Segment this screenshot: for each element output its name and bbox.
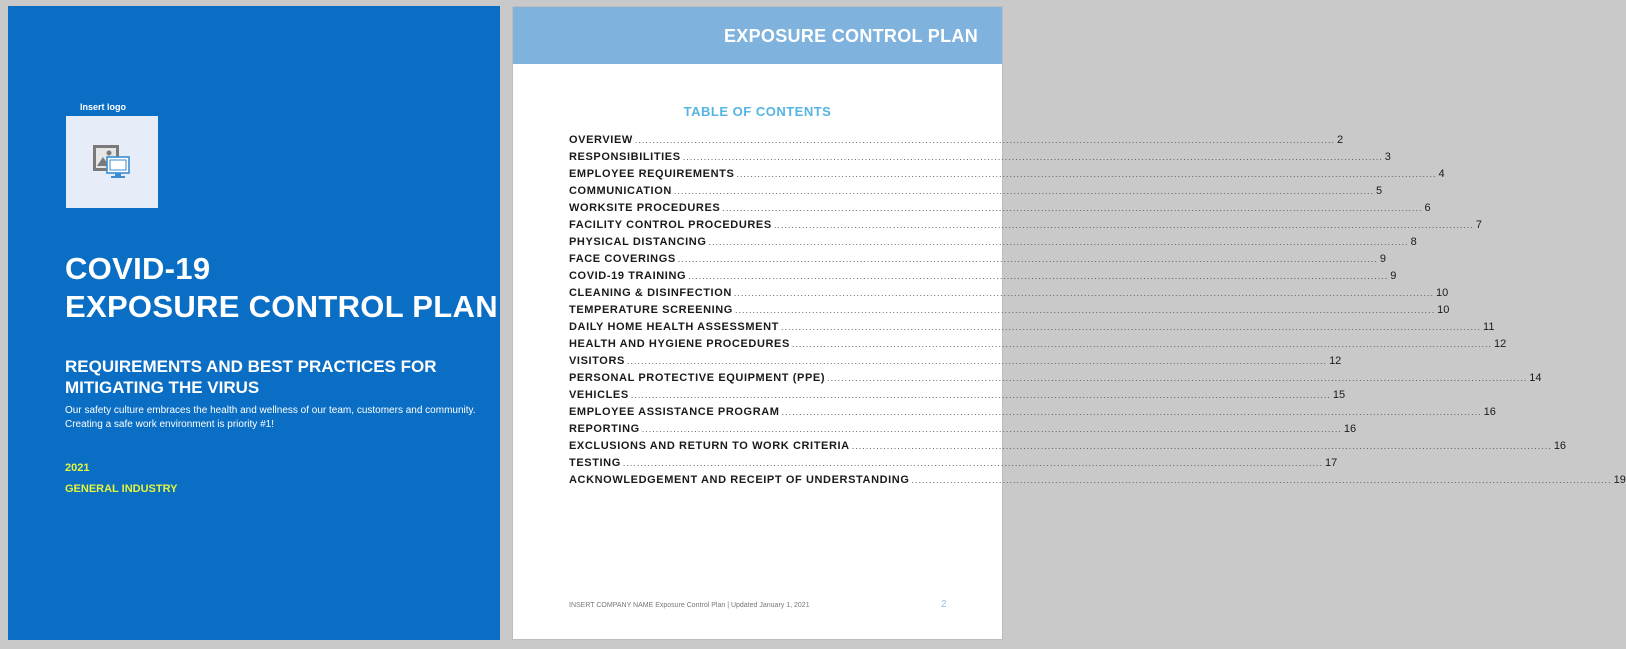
footer-text: INSERT COMPANY NAME Exposure Control Plan | Updated January 1, 2021 (569, 602, 810, 609)
toc-entry[interactable] (569, 287, 1449, 304)
toc-entry-leader: ........................................................................................................................................................................................................ (630, 390, 1331, 400)
toc-list (569, 134, 1626, 491)
toc-entry-page: 4 (1438, 168, 1445, 180)
toc-entry[interactable] (569, 457, 1338, 474)
toc-entry[interactable] (569, 338, 1507, 355)
toc-entry-label: OVERVIEW (569, 134, 633, 146)
toc-entry-leader: ........................................................................................................................................................................................................ (688, 271, 1389, 281)
toc-entry-label: EMPLOYEE REQUIREMENTS (569, 168, 735, 180)
toc-entry-label: ACKNOWLEDGEMENT AND RECEIPT OF UNDERSTANDING (569, 474, 910, 486)
toc-entry-page: 8 (1410, 236, 1417, 248)
toc-entry-leader: ........................................................................................................................................................................................................ (682, 152, 1383, 162)
toc-entry-leader: ........................................................................................................................................................................................................ (677, 254, 1378, 264)
toc-entry-leader: ........................................................................................................................................................................................................ (911, 475, 1612, 485)
footer-page-number: 2 (941, 599, 947, 610)
toc-entry-leader: ........................................................................................................................................................................................................ (626, 356, 1328, 366)
toc-entry-page: 12 (1329, 355, 1342, 367)
toc-entry[interactable] (569, 202, 1431, 219)
toc-entry-page: 10 (1436, 287, 1449, 299)
cover-year: 2021 (65, 462, 90, 474)
cover-title-line2: EXPOSURE CONTROL PLAN (65, 289, 498, 324)
toc-entry-page: 7 (1475, 219, 1483, 231)
cover-description-line2: Creating a safe work environment is priority #1! (65, 419, 274, 430)
toc-entry-label: COVID-19 TRAINING (569, 270, 687, 282)
toc-entry-leader: ........................................................................................................................................................................................................ (736, 169, 1437, 179)
toc-entry-leader: ........................................................................................................................................................................................................ (827, 373, 1528, 383)
toc-entry-page: 11 (1483, 321, 1495, 333)
toc-entry-label: WORKSITE PROCEDURES (569, 202, 721, 214)
toc-entry[interactable] (569, 253, 1387, 270)
toc-entry-leader: ........................................................................................................................................................................................................ (780, 322, 1482, 332)
header-title: EXPOSURE CONTROL PLAN (724, 26, 978, 46)
toc-entry-page: 6 (1424, 202, 1431, 214)
toc-entry[interactable] (569, 134, 1344, 151)
toc-page (512, 6, 1626, 640)
toc-entry-page: 17 (1324, 457, 1338, 469)
toc-entry-label: PERSONAL PROTECTIVE EQUIPMENT (PPE) (569, 372, 826, 384)
toc-entry-page: 16 (1483, 406, 1496, 418)
toc-entry-page: 12 (1494, 338, 1507, 350)
toc-entry-page: 19 (1613, 474, 1626, 486)
toc-entry-page: 16 (1343, 423, 1357, 435)
image-placeholder-icon (92, 142, 132, 182)
cover-title-line1: COVID-19 (65, 251, 211, 286)
toc-entry-leader: ........................................................................................................................................................................................................ (781, 407, 1482, 417)
toc-entry[interactable] (569, 151, 1391, 168)
logo-label: Insert logo (80, 102, 127, 112)
toc-entry-leader: ........................................................................................................................................................................................................ (851, 441, 1552, 451)
toc-entry-label: CLEANING & DISINFECTION (569, 287, 732, 299)
toc-entry-label: FACE COVERINGS (569, 253, 676, 265)
toc-entry-leader: ........................................................................................................................................................................................................ (773, 220, 1474, 230)
toc-entry-page: 2 (1337, 134, 1344, 146)
cover-title (65, 250, 498, 326)
toc-entry-label: TEMPERATURE SCREENING (569, 304, 733, 316)
toc-entry-page: 9 (1379, 253, 1387, 265)
toc-entry-label: EMPLOYEE ASSISTANCE PROGRAM (569, 406, 780, 418)
toc-entry[interactable] (569, 423, 1357, 440)
toc-entry[interactable] (569, 389, 1346, 406)
toc-entry[interactable] (569, 440, 1567, 457)
toc-entry[interactable] (569, 321, 1495, 338)
cover-subtitle-line2: MITIGATING THE VIRUS (65, 378, 260, 397)
cover-description (65, 404, 485, 432)
toc-entry-label: REPORTING (569, 423, 640, 435)
toc-entry-label: COMMUNICATION (569, 185, 672, 197)
toc-entry[interactable] (569, 304, 1450, 321)
cover-subtitle (65, 356, 465, 398)
toc-entry-leader: ........................................................................................................................................................................................................ (734, 305, 1436, 315)
toc-entry-leader: ........................................................................................................................................................................................................ (634, 135, 1335, 145)
toc-entry-label: VEHICLES (569, 389, 629, 401)
cover-description-line1: Our safety culture embraces the health and wellness of our team, customers and community. (65, 405, 476, 416)
cover-page (8, 6, 500, 640)
header-band (513, 7, 1002, 64)
toc-entry-page: 3 (1384, 151, 1391, 163)
cover-subtitle-line1: REQUIREMENTS AND BEST PRACTICES FOR (65, 357, 437, 376)
toc-entry-label: TESTING (569, 457, 621, 469)
toc-entry-page: 15 (1332, 389, 1346, 401)
toc-entry[interactable] (569, 219, 1483, 236)
toc-entry-label: DAILY HOME HEALTH ASSESSMENT (569, 321, 779, 333)
toc-entry[interactable] (569, 372, 1542, 389)
toc-entry-leader: ........................................................................................................................................................................................................ (722, 203, 1423, 213)
toc-entry-page: 10 (1437, 304, 1450, 316)
cover-industry: GENERAL INDUSTRY (65, 483, 178, 495)
toc-entry[interactable] (569, 168, 1445, 185)
toc-entry[interactable] (569, 236, 1417, 253)
toc-entry-leader: ........................................................................................................................................................................................................ (641, 424, 1342, 434)
toc-entry-label: RESPONSIBILITIES (569, 151, 681, 163)
toc-entry-label: HEALTH AND HYGIENE PROCEDURES (569, 338, 790, 350)
toc-entry[interactable] (569, 474, 1626, 491)
toc-entry-leader: ........................................................................................................................................................................................................ (791, 339, 1493, 349)
toc-heading: TABLE OF CONTENTS (683, 104, 832, 119)
toc-entry-page: 16 (1553, 440, 1567, 452)
toc-entry-page: 9 (1390, 270, 1397, 282)
toc-entry-leader: ........................................................................................................................................................................................................ (673, 186, 1375, 196)
toc-entry[interactable] (569, 355, 1342, 372)
toc-entry[interactable] (569, 185, 1383, 202)
toc-entry-leader: ........................................................................................................................................................................................................ (708, 237, 1409, 247)
toc-entry-label: EXCLUSIONS AND RETURN TO WORK CRITERIA (569, 440, 850, 452)
toc-entry-label: FACILITY CONTROL PROCEDURES (569, 219, 772, 231)
toc-entry-leader: ........................................................................................................................................................................................................ (622, 458, 1323, 468)
toc-entry-page: 5 (1376, 185, 1383, 197)
toc-entry-label: VISITORS (569, 355, 625, 367)
logo-placeholder[interactable] (66, 116, 158, 208)
toc-entry[interactable] (569, 406, 1496, 423)
toc-entry[interactable] (569, 270, 1397, 287)
toc-entry-page: 14 (1529, 372, 1542, 384)
toc-entry-leader: ........................................................................................................................................................................................................ (733, 288, 1435, 298)
toc-entry-label: PHYSICAL DISTANCING (569, 236, 707, 248)
